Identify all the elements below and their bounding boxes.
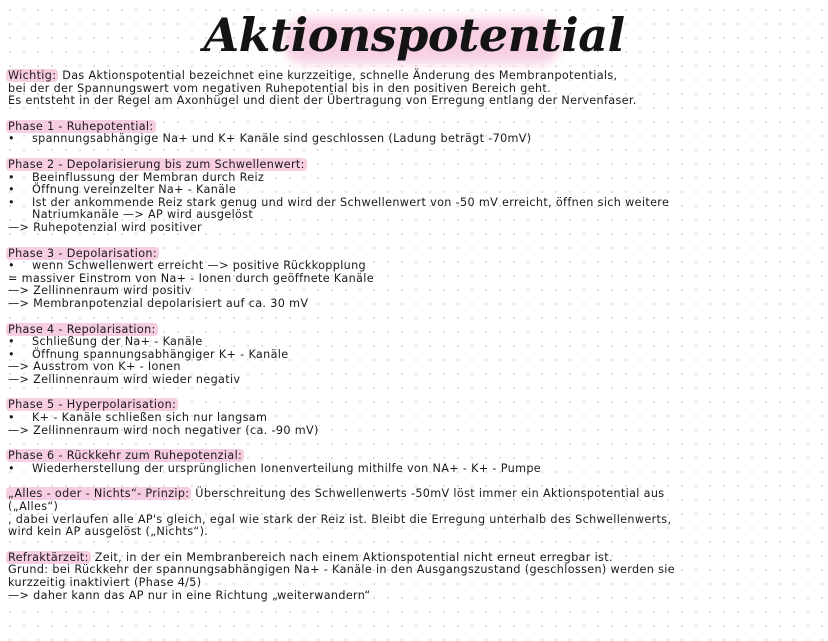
title-area [0,0,828,70]
phase6-section [8,450,820,475]
phase4-section [8,324,820,387]
phase1-section [8,121,820,146]
arrow-line: —> Ausstrom von K+ - Ionen [8,360,181,374]
prinzip-label: „Alles - oder - Nichts“- Prinzip: [8,487,190,501]
bullet-icon: • [8,347,15,361]
phase5-section [8,399,820,437]
page-title: Aktionspotential [203,8,625,62]
list-item: Ist der ankommende Reiz stark genug und wird der Schwellenwert von -50 mV erreicht, öffnen sich weitere [32,195,670,209]
list-item: Öffnung spannungsabhängiger K+ - Kanäle [32,347,289,361]
list-item: Wiederherstellung der ursprünglichen Ionenverteilung mithilfe von NA+ - K+ - Pumpe [32,461,542,475]
wichtig-text: Das Aktionspotential bezeichnet eine kurzzeitige, schnelle Änderung des Membranpotentials, [58,69,618,82]
text-line: Grund: bei Rückkehr der spannungsabhängigen Na+ - Kanäle in den Ausgangszustand (geschlossen) werden sie [8,563,675,577]
phase1-heading: Phase 1 - Ruhepotential: [8,119,154,133]
phase2-heading: Phase 2 - Depolarisierung bis zum Schwellenwert: [8,157,305,171]
bullet-icon: • [8,411,15,425]
arrow-line: —> Zellinnenraum wird wieder negativ [8,372,241,386]
refraktaer-label: Refraktärzeit: [8,550,89,564]
list-item: Beeinflussung der Membran durch Reiz [32,170,265,184]
list-item: wenn Schwellenwert erreicht —> positive Rückkopplung [32,259,366,273]
bullet-icon: • [8,335,15,349]
phase2-section [8,159,820,235]
arrow-line: —> Zellinnenraum wird positiv [8,284,192,298]
bullet-icon: • [8,132,15,146]
phase4-heading: Phase 4 - Repolarisation: [8,322,156,336]
bullet-icon: • [8,170,15,184]
refraktaer-text: Zeit, in der ein Membranbereich nach einem Aktionspotential nicht erneut erregbar ist. [90,550,613,564]
wichtig-label: Wichtig: [8,69,57,82]
arrow-line: —> daher kann das AP nur in eine Richtung „weiterwandern“ [8,588,371,602]
phase3-section [8,248,820,311]
list-item: K+ - Kanäle schließen sich nur langsam [32,411,268,425]
text-line: , dabei verlaufen alle AP's gleich, egal wie stark der Reiz ist. Bleibt die Erregung unterhalb des Schwellenwerts, [8,512,672,526]
bullet-icon: • [8,461,15,475]
text-line: kurzzeitig inaktiviert (Phase 4/5) [8,576,202,589]
list-item: Öffnung vereinzelter Na+ - Kanäle [32,183,237,197]
bullet-icon: • [8,259,15,273]
wichtig-line: Es entsteht in der Regel am Axonhügel und dient der Übertragung von Erregung entlang der Nervenfaser. [8,94,637,108]
wichtig-section [8,70,820,108]
list-item-continuation: Natriumkanäle —> AP wird ausgelöst [32,208,254,222]
text-line: = massiver Einstrom von Na+ - Ionen durch geöffnete Kanäle [8,271,374,285]
wichtig-line: bei der der Spannungswert vom negativen Ruhepotential bis in den positiven Bereich geht. [8,81,552,95]
phase5-heading: Phase 5 - Hyperpolarisation: [8,398,177,412]
refraktaer-section [8,552,820,602]
list-item: Schließung der Na+ - Kanäle [32,335,203,349]
bullet-icon: • [8,183,15,197]
arrow-line: —> Membranpotenzial depolarisiert auf ca. 30 mV [8,296,309,310]
prinzip-text: Überschreitung des Schwellenwerts -50mV löst immer ein Aktionspotential aus [191,487,665,501]
text-line: wird kein AP ausgelöst („Nichts“). [8,525,209,539]
notes-body [8,70,820,602]
list-item: spannungsabhängige Na+ und K+ Kanäle sind geschlossen (Ladung beträgt -70mV) [32,132,532,146]
prinzip-section [8,488,820,538]
phase6-heading: Phase 6 - Rückkehr zum Ruhepotenzial: [8,449,243,463]
arrow-line: —> Zellinnenraum wird noch negativer (ca. -90 mV) [8,423,319,437]
text-line: („Alles“) [8,500,59,514]
bullet-icon: • [8,195,15,209]
phase3-heading: Phase 3 - Depolarisation: [8,246,157,260]
arrow-line: —> Ruhepotenzial wird positiver [8,220,202,234]
